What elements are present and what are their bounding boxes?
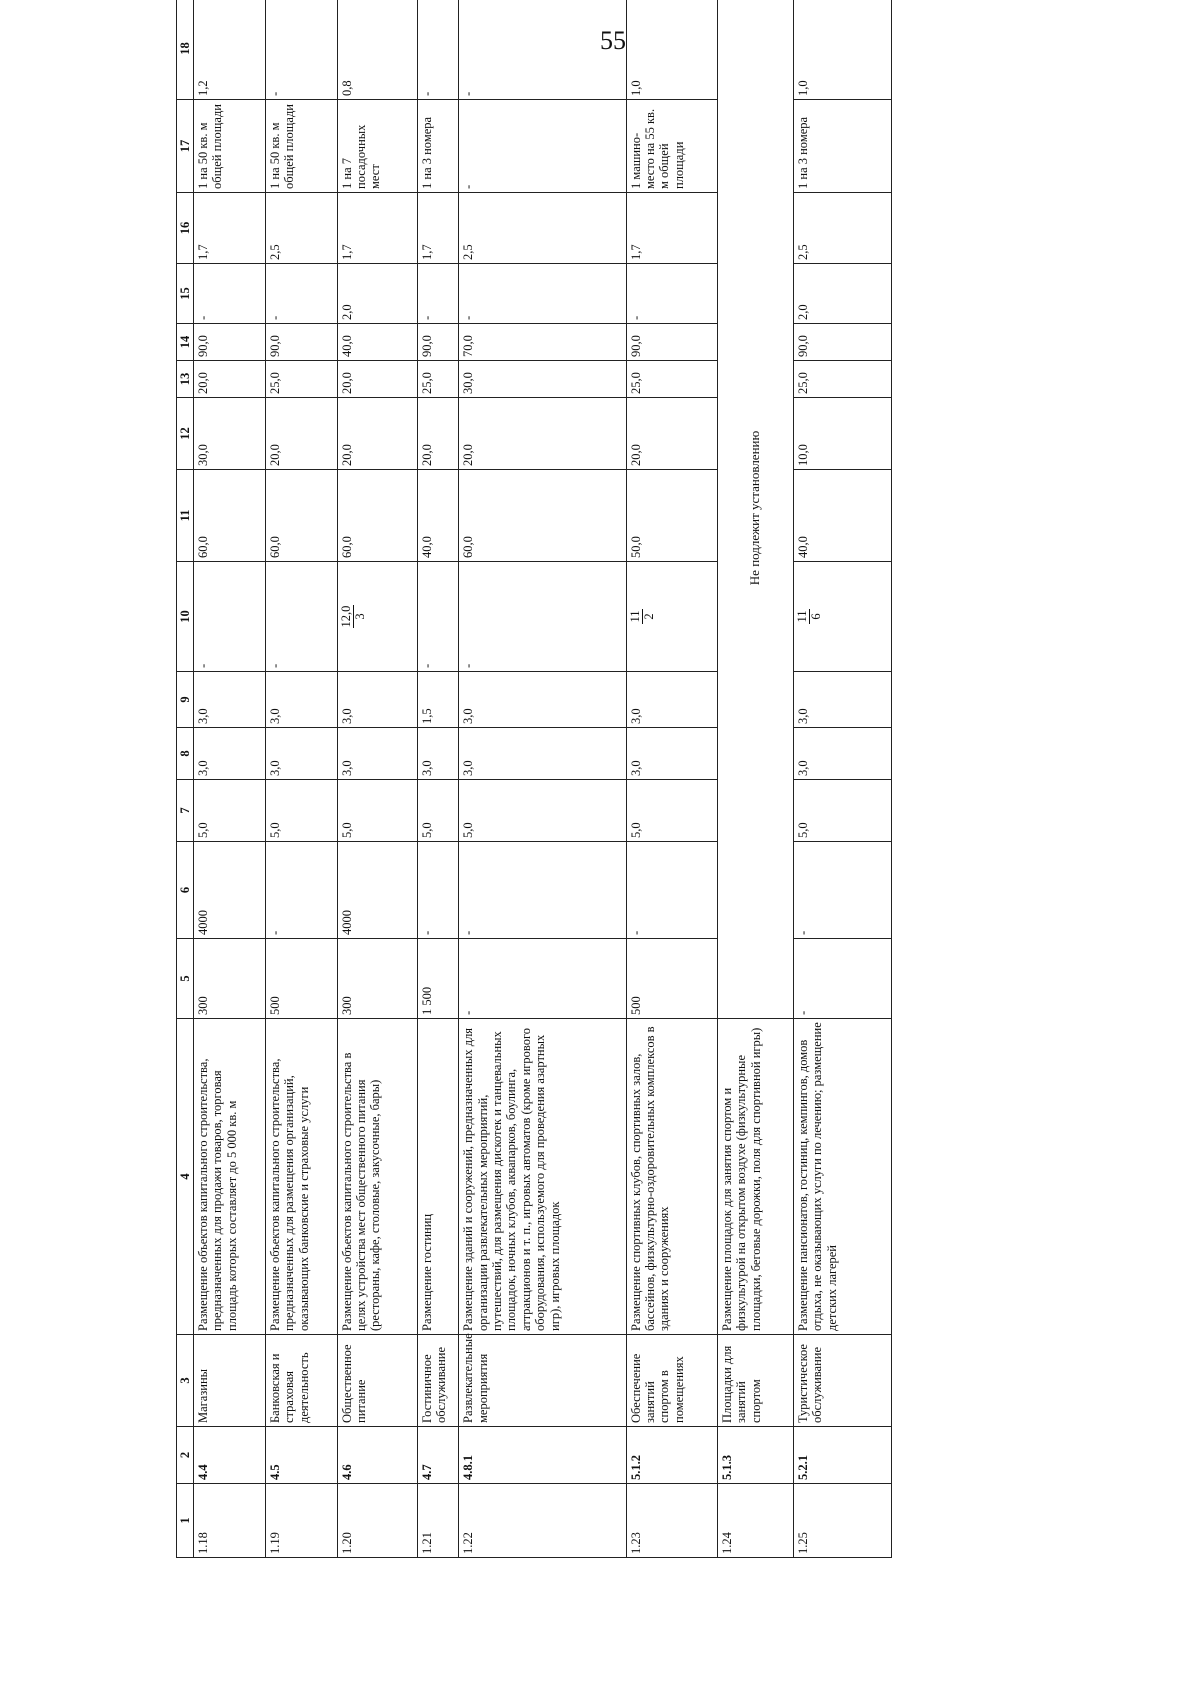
cell-c2: 5.2.1	[794, 1427, 892, 1484]
cell-c18: -	[265, 0, 337, 100]
cell-c3: Магазины	[194, 1335, 266, 1427]
cell-c1: 1.20	[337, 1484, 417, 1558]
cell-c7: 5,0	[337, 780, 417, 842]
cell-c10	[626, 562, 717, 672]
cell-c4: Размещение объектов капитального строительства в целях устройства мест общественного питания (рестораны, кафе, столовые, закусочные, бары)	[337, 1019, 417, 1335]
cell-c4: Размещение объектов капитального строительства, предназначенных для размещения организаций, оказывающих банковские и страховые услуги	[265, 1019, 337, 1335]
cell-c17: 1 на 50 кв. м общей площади	[194, 100, 266, 193]
cell-c10: -	[265, 562, 337, 672]
cell-c3: Общественное питание	[337, 1335, 417, 1427]
cell-c12: 20,0	[337, 398, 417, 470]
cell-c18: 1,0	[626, 0, 717, 100]
cell-c14: 90,0	[265, 324, 337, 361]
cell-c2: 4.6	[337, 1427, 417, 1484]
cell-c17: 1 на 3 номера	[794, 100, 892, 193]
cell-c9: 3,0	[794, 672, 892, 728]
cell-c9: 3,0	[194, 672, 266, 728]
cell-c4: Размещение пансионатов, гостиниц, кемпингов, домов отдыха, не оказывающих услуги по лечению; размещение детских лагерей	[794, 1019, 892, 1335]
cell-c18: 1,2	[194, 0, 266, 100]
column-header: 8	[177, 728, 194, 780]
cell-c13: 25,0	[626, 361, 717, 398]
cell-c5: 500	[626, 939, 717, 1019]
cell-c7: 5,0	[417, 780, 458, 842]
cell-c18: 0,8	[337, 0, 417, 100]
cell-c14: 40,0	[337, 324, 417, 361]
column-header: 9	[177, 672, 194, 728]
cell-c15: 2,0	[337, 264, 417, 324]
cell-c18: 1,0	[794, 0, 892, 100]
cell-c17: 1 на 50 кв. м общей площади	[265, 100, 337, 193]
cell-c9: 3,0	[337, 672, 417, 728]
cell-c14: 90,0	[194, 324, 266, 361]
column-header: 17	[177, 100, 194, 193]
table-row	[626, 0, 717, 1558]
cell-c7: 5,0	[194, 780, 266, 842]
cell-c16: 1,7	[337, 193, 417, 264]
cell-c8: 3,0	[194, 728, 266, 780]
table-row	[459, 0, 626, 1558]
cell-c17: 1 на 7 посадочных мест	[337, 100, 417, 193]
cell-c16: 1,7	[194, 193, 266, 264]
cell-c5: 300	[194, 939, 266, 1019]
cell-c17: 1 машино-место на 55 кв. м общей площади	[626, 100, 717, 193]
cell-c11: 60,0	[194, 470, 266, 562]
cell-c3: Гостиничное обслуживание	[417, 1335, 458, 1427]
cell-c4: Размещение зданий и сооружений, предназначенных для организации развлекательных мероприятий, путешествий, для размещения дискотек и танцевальных площадок, ночных клубов, аквапарков, боулинга, аттракционов и т. п., игровых автоматов (кроме игрового оборудования, используемого для проведения азартных игр), игровых площадок	[459, 1019, 626, 1335]
cell-c2: 4.5	[265, 1427, 337, 1484]
column-header: 4	[177, 1019, 194, 1335]
cell-c7: 5,0	[794, 780, 892, 842]
cell-c12: 20,0	[265, 398, 337, 470]
cell-c8: 3,0	[337, 728, 417, 780]
cell-c5: 1 500	[417, 939, 458, 1019]
cell-c15: 2,0	[794, 264, 892, 324]
cell-c1: 1.19	[265, 1484, 337, 1558]
cell-c14: 70,0	[459, 324, 626, 361]
column-header: 16	[177, 193, 194, 264]
column-header: 18	[177, 0, 194, 100]
page-number: 55	[600, 26, 626, 55]
cell-c14: 90,0	[417, 324, 458, 361]
cell-c7: 5,0	[626, 780, 717, 842]
cell-c6: -	[265, 842, 337, 939]
cell-c4: Размещение объектов капитального строительства, предназначенных для продажи товаров, торговая площадь которых составляет до 5 000 кв. м	[194, 1019, 266, 1335]
cell-c15: -	[417, 264, 458, 324]
cell-c12: 10,0	[794, 398, 892, 470]
cell-c6: -	[626, 842, 717, 939]
column-header: 5	[177, 939, 194, 1019]
cell-c13: 20,0	[337, 361, 417, 398]
cell-c16: 1,7	[626, 193, 717, 264]
cell-c10: -	[459, 562, 626, 672]
cell-c5: 300	[337, 939, 417, 1019]
column-header: 12	[177, 398, 194, 470]
cell-c2: 5.1.3	[718, 1427, 794, 1484]
cell-c3: Развлекательные мероприятия	[459, 1335, 626, 1427]
cell-c9: 3,0	[459, 672, 626, 728]
table-row	[265, 0, 337, 1558]
cell-c11: 40,0	[417, 470, 458, 562]
cell-c9: 3,0	[626, 672, 717, 728]
table-row	[718, 0, 794, 1558]
cell-c15: -	[265, 264, 337, 324]
cell-c8: 3,0	[459, 728, 626, 780]
column-header: 10	[177, 562, 194, 672]
table-body	[194, 0, 892, 1558]
cell-c5: -	[459, 939, 626, 1019]
cell-c14: 90,0	[626, 324, 717, 361]
column-header: 1	[177, 1484, 194, 1558]
cell-c12: 20,0	[459, 398, 626, 470]
cell-c17: -	[459, 100, 626, 193]
cell-c8: 3,0	[265, 728, 337, 780]
cell-c12: 20,0	[626, 398, 717, 470]
cell-c1: 1.23	[626, 1484, 717, 1558]
regulations-table	[176, 0, 892, 1558]
cell-c16: 2,5	[265, 193, 337, 264]
cell-c15: -	[194, 264, 266, 324]
cell-c1: 1.21	[417, 1484, 458, 1558]
cell-c10: -	[194, 562, 266, 672]
cell-c1: 1.18	[194, 1484, 266, 1558]
cell-c6: 4000	[337, 842, 417, 939]
cell-c15: -	[626, 264, 717, 324]
cell-c7: 5,0	[459, 780, 626, 842]
cell-c6: 4000	[194, 842, 266, 939]
cell-c1: 1.24	[718, 1484, 794, 1558]
cell-c1: 1.25	[794, 1484, 892, 1558]
cell-c13: 25,0	[794, 361, 892, 398]
table-row	[337, 0, 417, 1558]
cell-c3: Банковская и страховая деятельность	[265, 1335, 337, 1427]
cell-c3: Туристическое обслуживание	[794, 1335, 892, 1427]
cell-c11: 50,0	[626, 470, 717, 562]
table-row	[194, 0, 266, 1558]
cell-c6: -	[794, 842, 892, 939]
cell-c9: 1,5	[417, 672, 458, 728]
cell-c10: -	[417, 562, 458, 672]
table-row	[417, 0, 458, 1558]
cell-c12: 30,0	[194, 398, 266, 470]
cell-c11: 60,0	[265, 470, 337, 562]
cell-c2: 4.7	[417, 1427, 458, 1484]
column-header: 11	[177, 470, 194, 562]
rotated-table-frame	[176, 42, 892, 1558]
column-header: 3	[177, 1335, 194, 1427]
cell-c5: 500	[265, 939, 337, 1019]
cell-c4: Размещение площадок для занятия спортом и физкультурой на открытом воздухе (физкультурные площадки, беговые дорожки, поля для спортивной игры)	[718, 1019, 794, 1335]
cell-c6: -	[417, 842, 458, 939]
cell-c18: -	[459, 0, 626, 100]
column-header: 15	[177, 264, 194, 324]
cell-c11: 40,0	[794, 470, 892, 562]
cell-c3: Обеспечение занятий спортом в помещениях	[626, 1335, 717, 1427]
fraction-value: 11 2	[627, 610, 656, 623]
cell-c2: 4.8.1	[459, 1427, 626, 1484]
cell-c8: 3,0	[417, 728, 458, 780]
cell-c8: 3,0	[626, 728, 717, 780]
cell-c4: Размещение гостиниц	[417, 1019, 458, 1335]
column-header: 7	[177, 780, 194, 842]
cell-c10	[794, 562, 892, 672]
cell-c2: 4.4	[194, 1427, 266, 1484]
cell-c13: 30,0	[459, 361, 626, 398]
cell-c16: 1,7	[417, 193, 458, 264]
cell-c11: 60,0	[337, 470, 417, 562]
cell-c8: 3,0	[794, 728, 892, 780]
cell-c3: Площадки для занятий спортом	[718, 1335, 794, 1427]
column-header: 14	[177, 324, 194, 361]
fraction-value: 11 6	[795, 610, 824, 623]
column-header: 13	[177, 361, 194, 398]
header-row	[177, 0, 194, 1558]
cell-c18: -	[417, 0, 458, 100]
cell-c9: 3,0	[265, 672, 337, 728]
cell-c14: 90,0	[794, 324, 892, 361]
cell-c16: 2,5	[794, 193, 892, 264]
fraction-value: 12,0 3	[338, 605, 367, 628]
cell-c17: 1 на 3 номера	[417, 100, 458, 193]
cell-c4: Размещение спортивных клубов, спортивных залов, бассейнов, физкультурно-оздоровительных комплексов в зданиях и сооружениях	[626, 1019, 717, 1335]
column-header: 6	[177, 842, 194, 939]
cell-c16: 2,5	[459, 193, 626, 264]
cell-c10	[337, 562, 417, 672]
cell-c11: 60,0	[459, 470, 626, 562]
cell-c13: 25,0	[265, 361, 337, 398]
table-row	[794, 0, 892, 1558]
cell-c13: 20,0	[194, 361, 266, 398]
cell-c13: 25,0	[417, 361, 458, 398]
cell-c7: 5,0	[265, 780, 337, 842]
cell-c2: 5.1.2	[626, 1427, 717, 1484]
cell-c6: -	[459, 842, 626, 939]
cell-c15: -	[459, 264, 626, 324]
cell-c5: -	[794, 939, 892, 1019]
cell-span-text: Не подлежит установлению	[718, 0, 794, 1019]
cell-c12: 20,0	[417, 398, 458, 470]
cell-c1: 1.22	[459, 1484, 626, 1558]
column-header: 2	[177, 1427, 194, 1484]
